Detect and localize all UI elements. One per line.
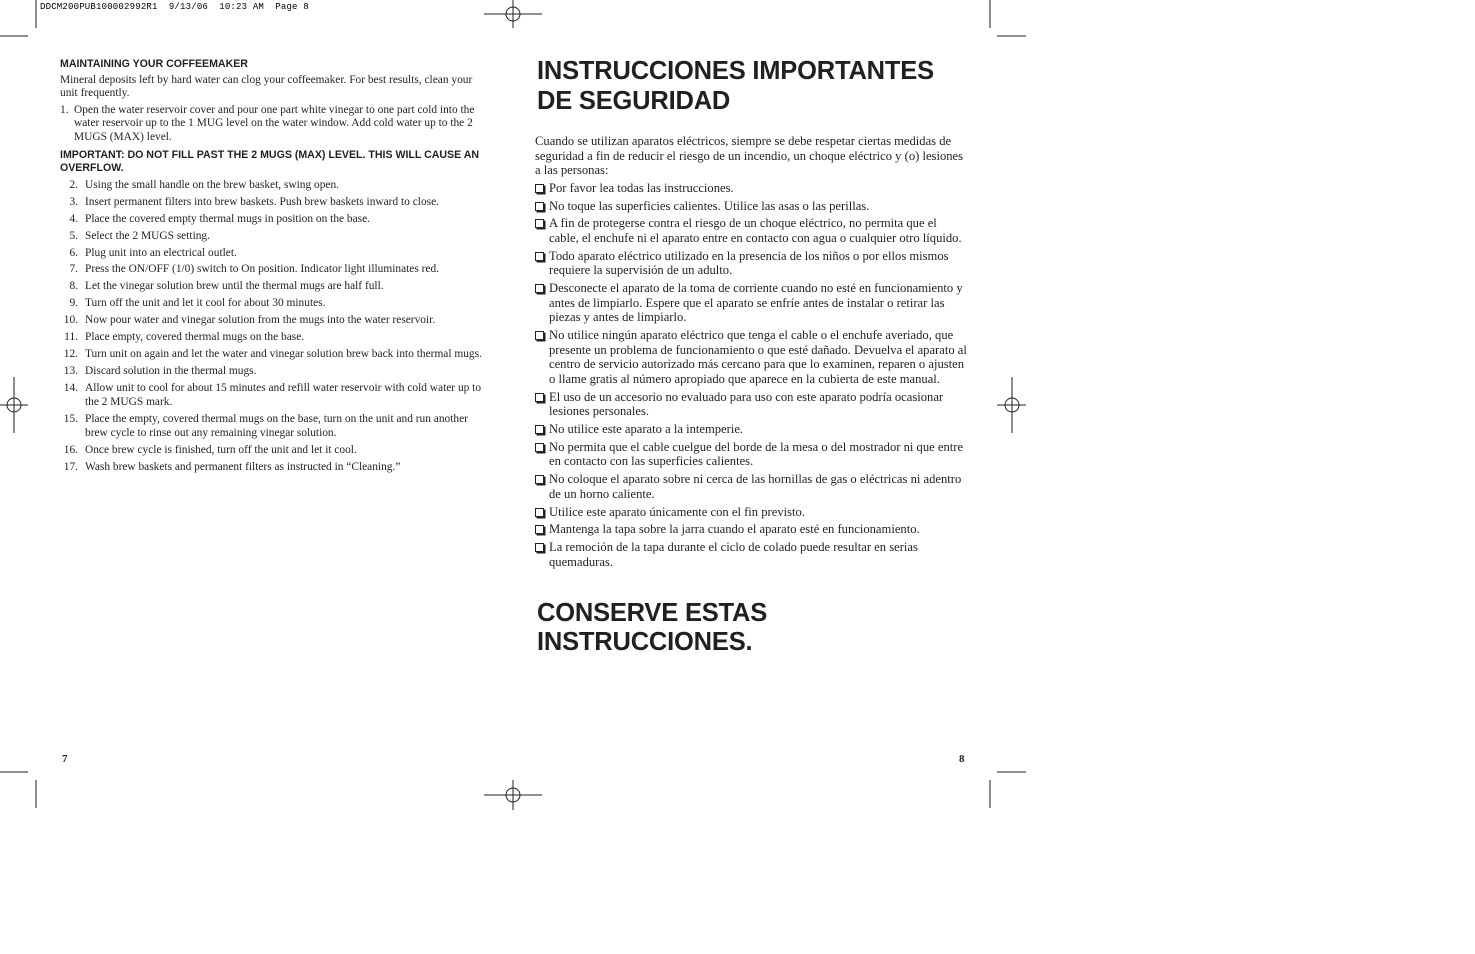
page-number-right: 8	[959, 753, 965, 765]
step-text: Discard solution in the thermal mugs.	[85, 365, 257, 378]
step-text: Turn off the unit and let it cool for about 30 minutes.	[85, 297, 326, 310]
step-item	[60, 179, 492, 193]
safety-bullet-list	[535, 181, 967, 570]
checkbox-bullet-icon	[535, 284, 544, 293]
bullet-text: A fin de protegerse contra el riesgo de un choque eléctrico, no permita que el cable, el enchufe ni el aparato entre en contacto con agua o cualquier otro líquido.	[549, 216, 962, 245]
step-item	[60, 263, 492, 277]
step-item	[60, 196, 492, 210]
step-number: 9.	[69, 297, 78, 310]
safety-bullet-item	[535, 390, 967, 419]
bullet-text: Por favor lea todas las instrucciones.	[549, 180, 734, 195]
checkbox-bullet-icon	[535, 443, 544, 452]
step-text: Once brew cycle is finished, turn off the unit and let it cool.	[85, 443, 357, 456]
step-text: Using the small handle on the brew basket, swing open.	[85, 178, 340, 191]
step-number: 3.	[69, 195, 78, 208]
registration-mark-left	[0, 377, 28, 433]
step-item	[60, 230, 492, 244]
right-page	[535, 56, 967, 657]
step-text: Allow unit to cool for about 15 minutes and refill water reservoir with cold water up to the 2 MUGS mark.	[85, 382, 482, 408]
step-text: Place the empty, covered thermal mugs on the base, turn on the unit and run another brew cycle to rinse out any remaining vinegar solution.	[85, 412, 468, 439]
step-text: Open the water reservoir cover and pour one part white vinegar to one part cold into the water reservoir up to the 1 MUG level on the water window. Add cold water up to the 2 MUGS (MAX) level.	[74, 103, 475, 143]
step-item	[60, 348, 492, 362]
step-text: Wash brew baskets and permanent filters as instructed in “Cleaning.”	[85, 460, 401, 473]
bullet-text: Desconecte el aparato de la toma de corriente cuando no esté en funcionamiento y antes de limpiarlo. Espere que el aparato se enfríe antes de instalar o retirar las piezas y antes de limpiarlo.	[549, 281, 963, 325]
step-number: 12.	[63, 348, 78, 361]
registration-mark-right	[997, 377, 1026, 433]
step-item	[60, 382, 492, 409]
checkbox-bullet-icon	[535, 252, 544, 261]
registration-mark-top	[484, 0, 542, 28]
step-number: 14.	[63, 382, 78, 395]
step-item	[60, 213, 492, 227]
print-slug: DDCM200PUB100002992R1 9/13/06 10:23 AM Page 8	[40, 2, 309, 12]
step-item	[60, 331, 492, 345]
closing-heading: CONSERVE ESTAS INSTRUCCIONES.	[537, 599, 768, 657]
step-number: 13.	[63, 365, 78, 378]
bullet-text: No permita que el cable cuelgue del borde de la mesa o del mostrador ni que entre en contacto con las superficies calientes.	[549, 439, 964, 469]
step-text: Insert permanent filters into brew baskets. Push brew baskets inward to close.	[85, 195, 439, 208]
step-text: Plug unit into an electrical outlet.	[85, 246, 237, 259]
checkbox-bullet-icon	[535, 202, 544, 211]
bullet-text: No utilice este aparato a la intemperie.	[549, 422, 744, 436]
step-number: 17.	[63, 460, 78, 473]
bullet-text: No utilice ningún aparato eléctrico que tenga el cable o el enchufe averiado, que presente un problema de funcionamiento o que esté dañado. Devuelva el aparato al centro de servicio autorizado más cercano para que lo examinen, reparen o ajusten o llame gratis al número apropiado que aparece en la cubierta de este manual.	[549, 328, 967, 386]
safety-bullet-item	[535, 249, 967, 278]
checkbox-bullet-icon	[535, 393, 544, 402]
checkbox-bullet-icon	[535, 425, 544, 434]
step-item	[60, 280, 492, 294]
step-text: Let the vinegar solution brew until the thermal mugs are half full.	[85, 280, 384, 293]
safety-intro: Cuando se utilizan aparatos eléctricos, siempre se debe respetar ciertas medidas de seguridad a fin de reducir el riesgo de un incendio, un choque eléctrico y (o) lesiones a las personas:	[535, 134, 964, 178]
safety-bullet-item	[535, 199, 967, 214]
step-number: 7.	[69, 263, 78, 276]
safety-bullet-item	[535, 216, 967, 245]
steps-list	[60, 179, 492, 475]
step-text: Press the ON/OFF (1/0) switch to On position. Indicator light illuminates red.	[85, 263, 440, 276]
bullet-text: No toque las superficies calientes. Utilice las asas o las perillas.	[549, 198, 870, 213]
step-number: 5.	[69, 229, 78, 242]
step-item	[60, 365, 492, 379]
checkbox-bullet-icon	[535, 475, 544, 484]
step-number: 10.	[63, 314, 78, 327]
bullet-text: La remoción de la tapa durante el ciclo de colado puede resultar en serias quemaduras.	[549, 540, 918, 569]
step-item	[60, 461, 492, 475]
step-number: 1.	[60, 103, 69, 116]
step-number: 16.	[63, 443, 78, 456]
checkbox-bullet-icon	[535, 508, 544, 517]
safety-bullet-item	[535, 422, 967, 437]
important-warning: IMPORTANT: DO NOT FILL PAST THE 2 MUGS (MAX) LEVEL. THIS WILL CAUSE AN OVERFLOW.	[60, 148, 480, 174]
step-text: Place the covered empty thermal mugs in position on the base.	[85, 212, 371, 225]
step-number: 6.	[69, 246, 78, 259]
title-line: DE SEGURIDAD	[537, 87, 731, 115]
step-item	[60, 297, 492, 311]
checkbox-bullet-icon	[535, 543, 544, 552]
section-heading: MAINTAINING YOUR COFFEEMAKER	[60, 58, 248, 70]
step-item	[60, 247, 492, 261]
checkbox-bullet-icon	[535, 331, 544, 340]
checkbox-bullet-icon	[535, 219, 544, 228]
safety-bullet-item	[535, 281, 967, 325]
registration-mark-bottom	[484, 780, 542, 810]
step-item	[60, 314, 492, 328]
bullet-text: Utilice este aparato únicamente con el fin previsto.	[549, 504, 805, 519]
bullet-text: Todo aparato eléctrico utilizado en la presencia de los niños o por ellos mismos requiere la supervisión de un adulto.	[549, 248, 949, 278]
step-item	[60, 444, 492, 458]
checkbox-bullet-icon	[535, 184, 544, 193]
bullet-text: Mantenga la tapa sobre la jarra cuando el aparato esté en funcionamiento.	[549, 522, 920, 537]
left-page	[60, 58, 492, 478]
step-text: Select the 2 MUGS setting.	[85, 229, 210, 242]
bullet-text: No coloque el aparato sobre ni cerca de las hornillas de gas o eléctricas ni adentro de un horno caliente.	[549, 472, 962, 501]
step-text: Turn unit on again and let the water and vinegar solution brew back into thermal mugs.	[85, 348, 482, 361]
bullet-text: El uso de un accesorio no evaluado para uso con este aparato podría ocasionar lesiones personales.	[549, 389, 944, 419]
safety-bullet-item	[535, 505, 967, 520]
step-text: Now pour water and vinegar solution from the mugs into the water reservoir.	[85, 314, 436, 327]
safety-bullet-item	[535, 540, 967, 569]
safety-bullet-item	[535, 522, 967, 537]
step-number: 2.	[69, 178, 78, 191]
step-number: 15.	[63, 412, 78, 425]
safety-bullet-item	[535, 328, 967, 386]
checkbox-bullet-icon	[535, 525, 544, 534]
safety-title	[537, 56, 967, 116]
safety-bullet-item	[535, 181, 967, 196]
page-number-left: 7	[62, 753, 68, 765]
step-number: 11.	[64, 331, 78, 344]
safety-bullet-item	[535, 472, 967, 501]
safety-bullet-item	[535, 440, 967, 469]
title-line: INSTRUCCIONES IMPORTANTES	[537, 57, 934, 85]
intro-paragraph: Mineral deposits left by hard water can clog your coffeemaker. For best results, clean your unit frequently.	[60, 73, 473, 100]
step-item	[60, 413, 492, 440]
step-text: Place empty, covered thermal mugs on the base.	[85, 331, 305, 344]
step-number: 8.	[69, 280, 78, 293]
step-number: 4.	[69, 212, 78, 225]
step-item	[60, 104, 492, 145]
